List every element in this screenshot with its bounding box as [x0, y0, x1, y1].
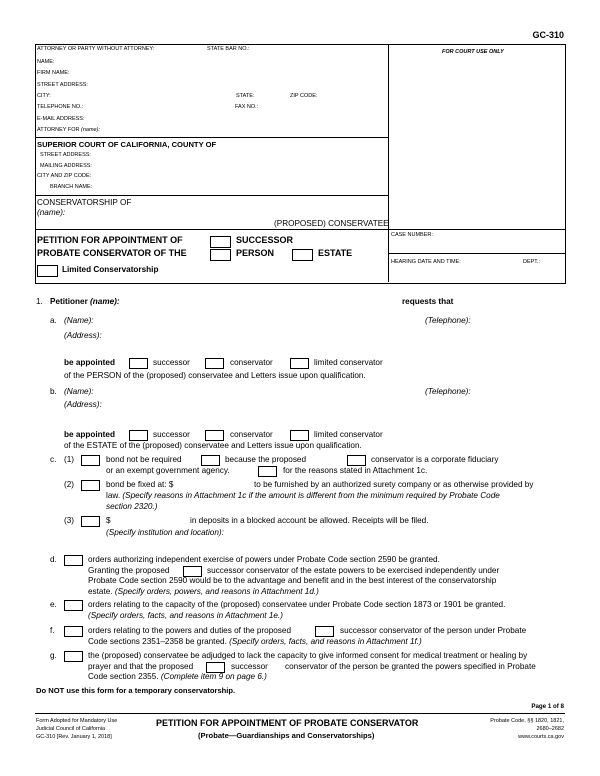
a-conservator-label: conservator [230, 358, 273, 367]
g-line3: Code section 2355. (Complete item 9 on page 6.) [88, 672, 267, 681]
item-b-letter: b. [50, 387, 57, 396]
footer-code2: 2680–2682 [536, 726, 564, 732]
attorney-label: ATTORNEY OR PARTY WITHOUT ATTORNEY: [37, 46, 155, 52]
successor-checkbox[interactable] [210, 236, 231, 248]
a-telephone-label: (Telephone): [425, 316, 471, 325]
court-city-label: CITY AND ZIP CODE: [37, 173, 92, 179]
f-successor-checkbox[interactable] [315, 626, 334, 637]
item1-number: 1. [36, 297, 43, 306]
d-line2b: successor conservator of the estate powers to be exercised independently under [207, 566, 500, 575]
page-number: Page 1 of 8 [531, 703, 564, 710]
footer-code3: www.courts.ca.gov [518, 734, 564, 740]
c2-fixed: bond be fixed at: $ [106, 480, 174, 489]
c1-because-checkbox[interactable] [201, 455, 220, 466]
footer-adopted2: Judicial Council of California [36, 726, 106, 732]
b-conservator-checkbox[interactable] [205, 430, 224, 441]
b-limited-checkbox[interactable] [290, 430, 309, 441]
state-bar-label: STATE BAR NO.: [207, 46, 250, 52]
fax-label: FAX NO.: [235, 104, 259, 110]
a-name-label: (Name): [64, 316, 94, 325]
title-line1: PETITION FOR APPOINTMENT OF [37, 235, 183, 245]
item-e-letter: e. [50, 600, 57, 609]
item-c-letter: c. [50, 455, 57, 464]
petitioner-label: Petitioner (name): [50, 297, 120, 306]
conservatorship-name-label: (name): [37, 208, 66, 217]
firm-label: FIRM NAME: [37, 70, 70, 76]
c1-line2: or an exempt government agency. [106, 466, 230, 475]
e-checkbox[interactable] [64, 600, 83, 611]
zip-label: ZIP CODE: [290, 93, 318, 99]
b-successor-label: successor [153, 430, 190, 439]
footer-code1: Probate Code, §§ 1820, 1821, [490, 718, 564, 724]
item-f-letter: f. [50, 626, 55, 635]
case-number-label: CASE NUMBER: [391, 232, 433, 238]
conservatorship-of: CONSERVATORSHIP OF [37, 198, 132, 207]
d-checkbox[interactable] [64, 555, 83, 566]
a-be-appointed: be appointed [64, 358, 115, 367]
b-address-label: (Address): [64, 400, 102, 409]
g-line2c: conservator of the person be granted the powers specified in Probate [285, 662, 536, 671]
c2-label: (2) [64, 480, 75, 489]
a-address-label: (Address): [64, 331, 102, 340]
hearing-label: HEARING DATE AND TIME: [391, 259, 461, 265]
g-line2b: successor [231, 662, 268, 671]
c1-not-required: bond not be required [106, 455, 182, 464]
caption-divider [388, 44, 389, 282]
limited-checkbox[interactable] [37, 265, 58, 277]
item-d-letter: d. [50, 555, 57, 564]
c3-label: (3) [64, 516, 75, 525]
attorney-for-label: ATTORNEY FOR (name): [37, 127, 100, 133]
street-label: STREET ADDRESS: [37, 82, 88, 88]
court-branch-label: BRANCH NAME: [50, 184, 93, 190]
dept-label: DEPT.: [523, 259, 541, 265]
a-conservator-checkbox[interactable] [205, 358, 224, 369]
person-checkbox[interactable] [210, 249, 231, 261]
b-estate-text: of the ESTATE of the (proposed) conservatee and Letters issue upon qualification. [64, 441, 362, 450]
telephone-label: TELEPHONE NO.: [37, 104, 84, 110]
f-line1a: orders relating to the powers and duties of the proposed [88, 626, 291, 635]
footer-adopted1: Form Adopted for Mandatory Use [36, 718, 118, 724]
title-estate: ESTATE [318, 248, 353, 258]
court-use-label: FOR COURT USE ONLY [442, 49, 504, 55]
estate-checkbox[interactable] [292, 249, 313, 261]
g-line1: the (proposed) conservatee be adjudged to lack the capacity to give informed consent for medical treatment or healing by [88, 651, 528, 660]
e-line1: orders relating to the capacity of the (proposed) conservatee under Probate Code section 1873 or 1901 be granted. [88, 600, 506, 609]
c3-institution: (Specify institution and location): [106, 528, 224, 537]
c1-checkbox[interactable] [81, 455, 100, 466]
item-a-letter: a. [50, 316, 57, 325]
city-label: CITY: [37, 93, 51, 99]
court-mailing-label: MAILING ADDRESS: [40, 163, 92, 169]
court-title: SUPERIOR COURT OF CALIFORNIA, COUNTY OF [37, 140, 217, 149]
state-label: STATE: [236, 93, 255, 99]
b-successor-checkbox[interactable] [129, 430, 148, 441]
court-street-label: STREET ADDRESS: [40, 152, 91, 158]
footer-adopted3: GC-310 [Rev. January 1, 2018] [36, 734, 112, 740]
a-limited-label: limited conservator [314, 358, 383, 367]
f-line1b: successor conservator of the person under Probate [340, 626, 527, 635]
name-label: NAME: [37, 59, 55, 65]
footer-subtitle: (Probate—Guardianships and Conservatorships) [198, 731, 375, 740]
d-line2a: Granting the proposed [88, 566, 170, 575]
title-limited: Limited Conservatorship [62, 265, 159, 274]
c1-reasons: for the reasons stated in Attachment 1c. [283, 466, 428, 475]
c1-because: because the proposed [225, 455, 307, 464]
footer-rule [35, 713, 565, 714]
item-g-letter: g. [50, 651, 57, 660]
title-line2: PROBATE CONSERVATOR OF THE [37, 248, 187, 258]
c1-label: (1) [64, 455, 75, 464]
b-telephone-label: (Telephone): [425, 387, 471, 396]
email-label: E-MAIL ADDRESS: [37, 116, 85, 122]
b-be-appointed: be appointed [64, 430, 115, 439]
a-successor-checkbox[interactable] [129, 358, 148, 369]
a-successor-label: successor [153, 358, 190, 367]
title-person: PERSON [236, 248, 275, 258]
c1-successor-checkbox[interactable] [347, 455, 366, 466]
notice-text: Do NOT use this form for a temporary conservatorship. [36, 686, 236, 695]
g-checkbox[interactable] [64, 651, 83, 662]
d-line3: Probate Code section 2590 would be to the advantage and benefit and in the best interest of the conservatorship [88, 576, 497, 585]
c2-furnished: to be furnished by an authorized surety company or as otherwise provided by [254, 480, 534, 489]
c1-corporate: conservator is a corporate fiduciary [371, 455, 499, 464]
b-name-label: (Name): [64, 387, 94, 396]
c2-section: section 2320.) [106, 502, 158, 511]
c2-checkbox[interactable] [81, 480, 100, 491]
d-line1: orders authorizing independent exercise of powers under Probate Code section 2590 be granted. [88, 555, 440, 564]
c3-text: in deposits in a blocked account be allowed. Receipts will be filed. [190, 516, 429, 525]
c1-reasons-checkbox[interactable] [258, 466, 277, 477]
f-line2: Code sections 2351–2358 be granted. (Specify orders, facts, and reasons in Attachment 1f.) [88, 637, 422, 646]
c2-law-line: law. (Specify reasons in Attachment 1c if the amount is different from the minimum required by Probate Code [106, 491, 500, 500]
e-line2: (Specify orders, facts, and reasons in Attachment 1e.) [88, 611, 283, 620]
b-conservator-label: conservator [230, 430, 273, 439]
a-limited-checkbox[interactable] [290, 358, 309, 369]
c3-checkbox[interactable] [81, 516, 100, 527]
a-person-text: of the PERSON of the (proposed) conservatee and Letters issue upon qualification. [64, 371, 366, 380]
c3-dollar: $ [106, 516, 111, 525]
form-id: GC-310 [532, 30, 564, 40]
footer-title: PETITION FOR APPOINTMENT OF PROBATE CONSERVATOR [156, 718, 419, 728]
proposed-conservatee-label: (PROPOSED) CONSERVATEE [274, 219, 389, 228]
title-successor: SUCCESSOR [236, 235, 294, 245]
requests-that: requests that [402, 297, 454, 306]
d-line4: estate. (Specify orders, powers, and reasons in Attachment 1d.) [88, 587, 319, 596]
g-line2a: prayer and that the proposed [88, 662, 194, 671]
f-checkbox[interactable] [64, 626, 83, 637]
b-limited-label: limited conservator [314, 430, 383, 439]
